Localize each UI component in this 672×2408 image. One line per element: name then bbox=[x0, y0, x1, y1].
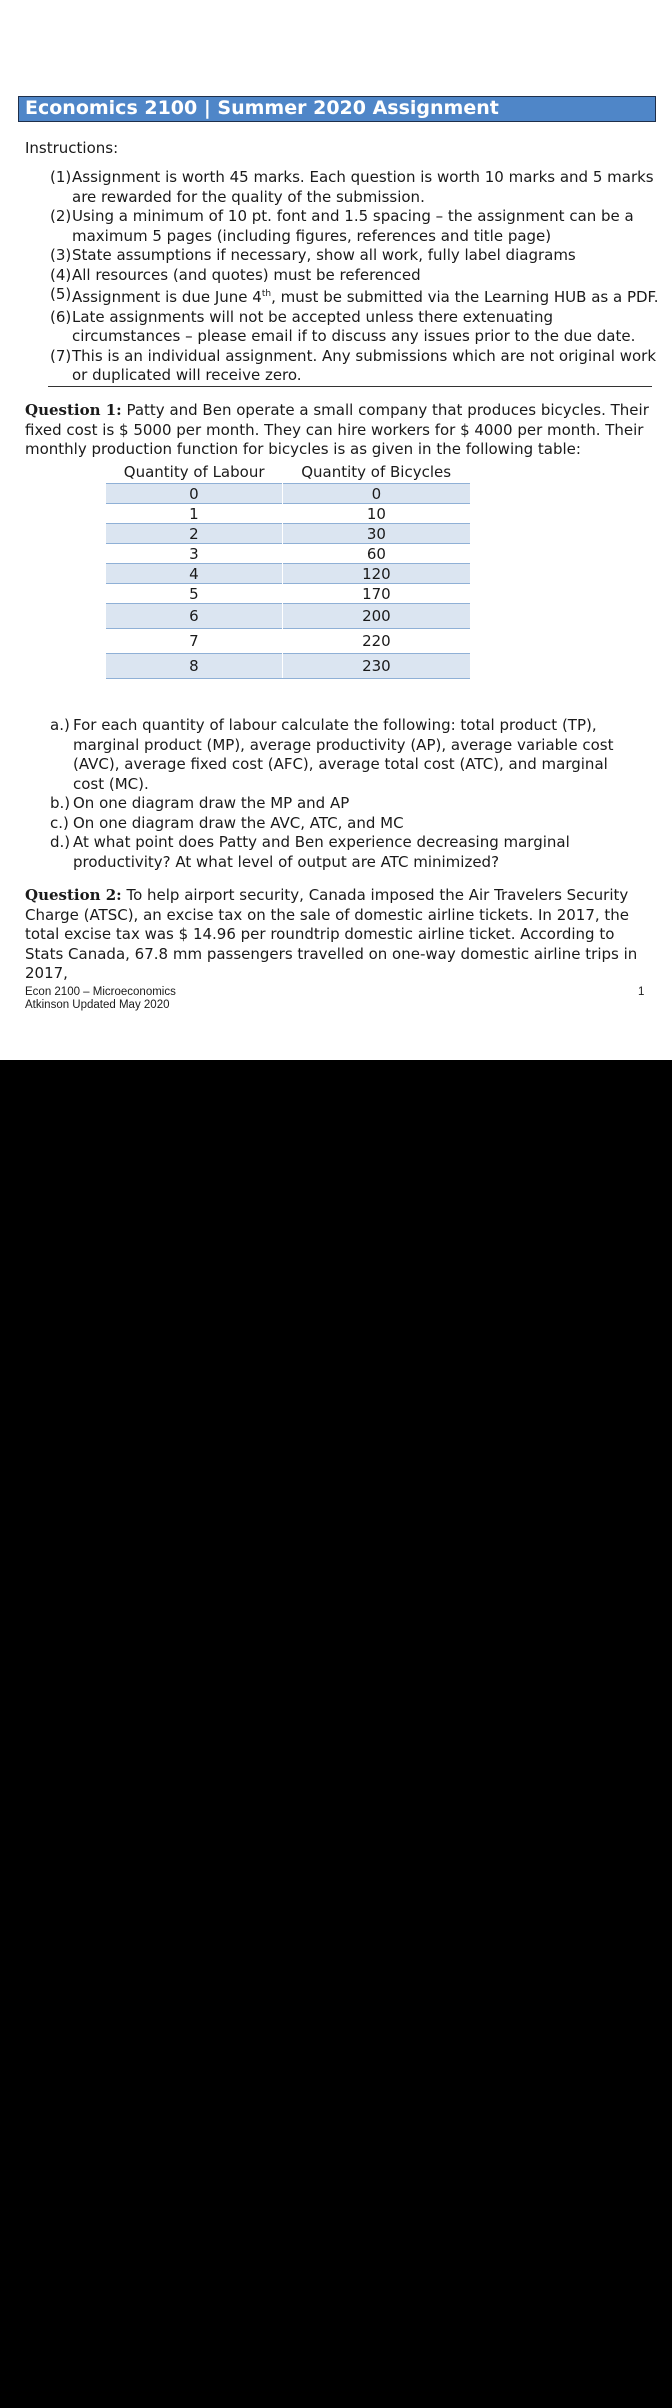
list-item: (6) Late assignments will not be accepted unless there extenuating circumstances – please email if to discuss any issues prior to the due date. bbox=[50, 307, 636, 345]
divider bbox=[48, 386, 652, 387]
table-row: 1 10 bbox=[106, 504, 470, 524]
list-item: d.) At what point does Patty and Ben experience decreasing marginal productivity? At what level of output are ATC minimized? bbox=[50, 833, 570, 871]
question-2-label: Question 2: bbox=[25, 886, 122, 904]
page-footer bbox=[25, 986, 176, 1012]
table-row: 3 60 bbox=[106, 544, 470, 564]
list-item: c.) On one diagram draw the AVC, ATC, and MC bbox=[50, 813, 404, 832]
question-1-label: Question 1: bbox=[25, 401, 122, 419]
page-number: 1 bbox=[638, 986, 645, 998]
list-item: (1) Assignment is worth 45 marks. Each question is worth 10 marks and 5 marks are rewarded for the quality of the submission. bbox=[50, 168, 654, 206]
document-page bbox=[0, 0, 672, 1060]
column-header-labour: Quantity of Labour bbox=[123, 463, 265, 481]
table-row: 6 200 bbox=[106, 604, 470, 629]
question-2-text: Question 2: To help airport security, Canada imposed the Air Travelers Security Charge (ATSC), an excise tax on the sale of domestic airline tickets. In 2017, the total excise tax was $ 14.96 per roundtrip domestic airline ticket. According to Stats Canada, 67.8 mm passengers travelled on one-way domestic airline trips in 2017, bbox=[25, 886, 638, 982]
table-row: 4 120 bbox=[106, 564, 470, 584]
table-row: 7 220 bbox=[106, 629, 470, 654]
list-item: (4) All resources (and quotes) must be referenced bbox=[50, 265, 421, 284]
list-item: (2) Using a minimum of 10 pt. font and 1.5 spacing – the assignment can be a maximum 5 pages (including figures, references and title page) bbox=[50, 207, 634, 245]
page-title: Economics 2100 | Summer 2020 Assignment bbox=[18, 96, 656, 122]
table-row: 2 30 bbox=[106, 524, 470, 544]
question-1-parts bbox=[50, 716, 640, 872]
footer-course: Econ 2100 – Microeconomics bbox=[25, 986, 176, 998]
instructions-label: Instructions: bbox=[25, 139, 119, 157]
table-header-row bbox=[106, 461, 470, 484]
list-item: b.) On one diagram draw the MP and AP bbox=[50, 794, 350, 812]
column-header-bicycles: Quantity of Bicycles bbox=[301, 463, 452, 481]
question-1-text: Question 1: Patty and Ben operate a small company that produces bicycles. Their fixed cost is $ 5000 per month. They can hire workers for $ 4000 per month. Their monthly production function for bicycles is as given in the following table: bbox=[25, 401, 649, 458]
table-row: 5 170 bbox=[106, 584, 470, 604]
table-row: 8 230 bbox=[106, 654, 470, 679]
table-row: 0 0 bbox=[106, 484, 470, 504]
list-item: (5) Assignment is due June 4th, must be submitted via the Learning HUB as a PDF. bbox=[50, 285, 659, 306]
instructions-list bbox=[50, 168, 660, 386]
list-item: (3) State assumptions if necessary, show all work, fully label diagrams bbox=[50, 246, 576, 264]
footer-updated: Atkinson Updated May 2020 bbox=[25, 999, 170, 1011]
list-item: a.) For each quantity of labour calculate the following: total product (TP), marginal product (MP), average productivity (AP), average variable cost (AVC), average fixed cost (AFC), average total cost (ATC), and marginal cost (MC). bbox=[50, 716, 614, 793]
list-item: (7) This is an individual assignment. Any submissions which are not original work or duplicated will receive zero. bbox=[50, 346, 657, 384]
production-table bbox=[106, 461, 470, 679]
